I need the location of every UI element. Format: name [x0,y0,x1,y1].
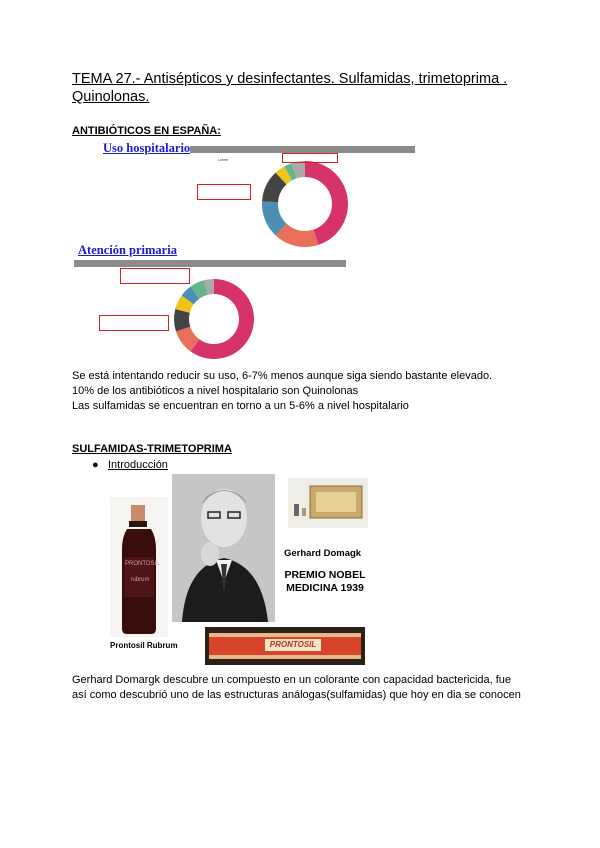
paragraph2-line2: así como descubrió uno de las estructuras análogas(sulfamidas) que hoy en dia se conocen [72,689,521,701]
chart1-container: Lorem [190,146,415,259]
chart1-highlight-top [282,153,338,163]
prontosil-tube-photo [205,627,365,665]
paragraph1-line3: Las sulfamidas se encuentran en torno a un 5-6% a nivel hospitalario [72,400,409,412]
prize-line-1: PREMIO NOBEL [284,569,366,581]
bottle-label-2: rubrum [130,577,150,583]
bottle-caption: Prontosil Rubrum [110,641,178,650]
page-title: TEMA 27.- Antisépticos y desinfectantes. Sulfamidas, trimetoprima . Quinolonas. [72,71,508,105]
prize-line-2: MEDICINA 1939 [286,582,364,594]
box-icon [288,478,368,528]
prontosil-bottle-photo [110,497,168,637]
portrait-icon [172,474,275,622]
chart1-highlight-left [197,184,251,200]
bullet-introduccion: Introducción [108,459,168,471]
bottle-label-1: PRONTOSIL [125,561,160,567]
bullet-dot: ● [92,459,99,471]
chart2-label: Atención primaria [78,243,177,257]
section-heading-antibioticos: ANTIBIÓTICOS EN ESPAÑA: [72,125,221,137]
domagk-name-caption: Gerhard Domagk [284,548,362,559]
tube-label: PRONTOSIL [269,640,317,649]
paragraph2-line1: Gerhard Domargk descubre un compuesto en un colorante con capacidad bactericida, fue [72,674,512,686]
chart2-highlight-left [99,315,169,331]
section-heading-sulfamidas: SULFAMIDAS-TRIMETOPRIMA [72,443,232,455]
prontosil-box-photo [288,478,368,528]
chart2-container [74,260,346,367]
chart2-highlight-top [120,268,190,284]
domagk-portrait-photo [172,474,275,622]
chart1-label: Uso hospitalario [103,141,191,155]
paragraph1-line1: Se está intentando reducir su uso, 6-7% menos aunque siga siendo bastante elevado. [72,370,493,382]
chart1-donut [190,153,415,259]
paragraph1-line2: 10% de los antibióticos a nivel hospitalario son Quinolonas [72,385,359,397]
